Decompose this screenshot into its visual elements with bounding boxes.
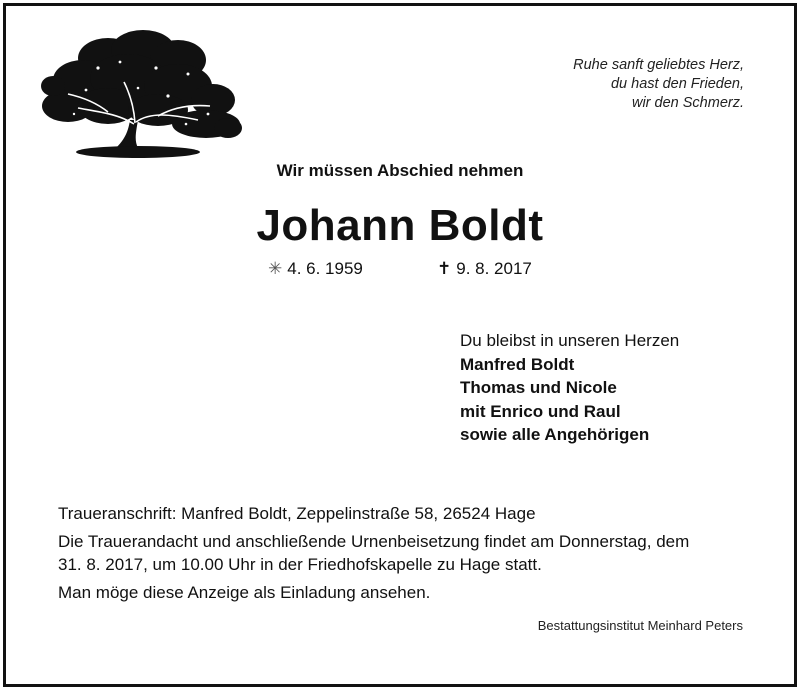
death-cross-icon: ✝ <box>437 259 452 278</box>
verse <box>573 56 744 113</box>
birth-star-icon: ✳ <box>268 259 283 278</box>
funeral-home: Bestattungsinstitut Meinhard Peters <box>537 618 743 633</box>
intro-text: Wir müssen Abschied nehmen <box>276 161 524 180</box>
service-line: Die Trauerandacht und anschließende Urnenbeisetzung findet am Donnerstag, dem <box>58 532 690 551</box>
birth-date-value: 4. 6. 1959 <box>287 259 363 278</box>
birth-date <box>268 259 363 279</box>
mourning-address: Traueranschrift: Manfred Boldt, Zeppelinstraße 58, 26524 Hage <box>58 504 536 523</box>
mourner-name: Thomas und Nicole <box>460 378 617 397</box>
verse-line: wir den Schmerz. <box>631 95 744 111</box>
mourner-name: mit Enrico und Raul <box>460 401 621 421</box>
tree-icon <box>38 28 244 166</box>
death-date <box>437 259 532 279</box>
mourner-name: Manfred Boldt <box>460 354 575 374</box>
notice-block <box>58 502 758 609</box>
death-date-value: 9. 8. 2017 <box>456 259 532 278</box>
invitation-text: Man möge diese Anzeige als Einladung ansehen. <box>58 583 431 602</box>
verse-line: du hast den Frieden, <box>610 76 744 92</box>
service-line: 31. 8. 2017, um 10.00 Uhr in der Friedhofskapelle zu Hage statt. <box>58 555 542 574</box>
deceased-name: Johann Boldt <box>256 201 544 250</box>
mourners-block <box>460 329 679 447</box>
mourners-heading: Du bleibst in unseren Herzen <box>460 331 680 350</box>
verse-line: Ruhe sanft geliebtes Herz, <box>573 57 744 73</box>
mourner-name: sowie alle Angehörigen <box>460 425 650 444</box>
